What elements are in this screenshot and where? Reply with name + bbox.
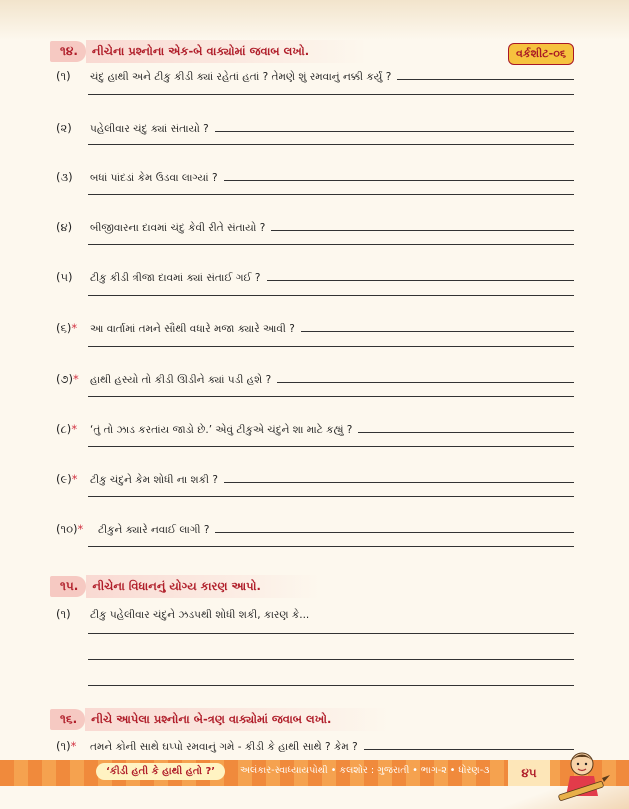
question-5 [56, 265, 574, 285]
question-text: બીજીવારના દાવમાં ચંદુ કેવી રીતે સંતાયો ? [90, 222, 266, 234]
question-number: (૧) [56, 69, 71, 83]
answer-line[interactable] [88, 659, 574, 660]
star-marker: * [71, 422, 78, 436]
question-text: ટીકુ ચંદુને કેમ શોધી ના શકી ? [90, 474, 218, 486]
question-number: (૨) [56, 121, 72, 135]
question-10 [56, 517, 574, 537]
section-15-header [50, 575, 321, 597]
question-number: (૫) [56, 270, 73, 284]
question-number: (૩) [56, 170, 73, 184]
question-number: (૮)* [56, 422, 78, 436]
question-number: (૧) [56, 607, 71, 621]
answer-line[interactable] [364, 749, 574, 750]
answer-line[interactable] [224, 180, 574, 181]
answer-line[interactable] [215, 532, 574, 533]
question-8 [56, 417, 574, 437]
question-2 [56, 116, 574, 136]
section-title: નીચેના પ્રશ્નોના એક-બે વાક્યોમાં જવાબ લખો. [86, 40, 369, 63]
answer-line[interactable] [88, 685, 574, 686]
answer-line[interactable] [88, 346, 574, 347]
question-1 [56, 64, 574, 84]
answer-line[interactable] [88, 144, 574, 145]
answer-line[interactable] [301, 331, 574, 332]
question-text: ટીકુને ક્યારે નવાઈ લાગી ? [98, 524, 210, 536]
answer-line[interactable] [277, 382, 574, 383]
top-band [0, 0, 629, 40]
q15-item-1 [56, 602, 574, 622]
question-number: (૧૦)* [56, 522, 84, 536]
star-marker: * [71, 472, 78, 486]
question-7 [56, 367, 574, 387]
section-number: ૧૬. [50, 709, 85, 730]
question-text: આ વાર્તામાં તમને સૌથી વધારે મજા ક્યારે આવી ? [90, 323, 295, 335]
question-6 [56, 316, 574, 336]
section-number: ૧૫. [50, 576, 86, 597]
section-14-header [50, 40, 369, 62]
question-number: (૧)* [56, 739, 77, 753]
section-number: ૧૪. [50, 41, 86, 62]
star-marker: * [70, 739, 77, 753]
section-title: નીચેના વિધાનનું યોગ્ય કારણ આપો. [86, 575, 321, 598]
story-title: ‘કીડી હતી કે હાથી હતો ?’ [96, 763, 225, 780]
question-text: હાથી હસ્યો તો કીડી ઊડીને ક્યાં પડી હશે ? [90, 374, 272, 386]
worksheet-badge: વર્કશીટ-૦૬ [508, 43, 574, 65]
answer-line[interactable] [224, 482, 574, 483]
question-number: (૯)* [56, 472, 78, 486]
answer-line[interactable] [358, 432, 574, 433]
series-info: અલંકાર-સ્વાધ્યાયપોથી • કલશોર : ગુજરાતી • ભાગ-૨ • ધોરણ-૩ [240, 765, 490, 776]
question-9 [56, 467, 574, 487]
answer-line[interactable] [88, 94, 574, 95]
question-text: ચંદુ હાથી અને ટીકુ કીડી ક્યાં રહેતાં હતાં ? તેમણે શું રમવાનું નક્કી કર્યું ? [90, 71, 392, 83]
answer-line[interactable] [397, 79, 574, 80]
question-text: ‘તું તો ઝાડ કરતાંય જાડો છે.’ એવું ટીકુએ ચંદુને શા માટે કહ્યું ? [90, 424, 353, 436]
answer-line[interactable] [267, 280, 575, 281]
question-text: તમને કોની સાથે ઘપ્પો રમવાનું ગમે - કીડી કે હાથી સાથે ? કેમ ? [90, 741, 358, 753]
answer-line[interactable] [88, 244, 574, 245]
question-number: (૪) [56, 220, 73, 234]
answer-line[interactable] [271, 230, 574, 231]
answer-line[interactable] [88, 194, 574, 195]
page-number: ૪૫ [508, 760, 550, 786]
question-text: પહેલીવાર ચંદુ ક્યાં સંતાયો ? [90, 123, 209, 135]
answer-line[interactable] [88, 446, 574, 447]
boy-writing-icon [552, 748, 612, 806]
page-footer [0, 760, 629, 809]
question-text: ટીકુ કીડી ત્રીજા દાવમાં ક્યાં સંતાઈ ગઈ ? [90, 272, 261, 284]
question-number: (૭)* [56, 372, 79, 386]
question-3 [56, 165, 574, 185]
question-text: ટીકુ પહેલીવાર ચંદુને ઝડપથી શોધી શકી, કારણ કે... [90, 609, 310, 621]
question-4 [56, 215, 574, 235]
answer-line[interactable] [88, 496, 574, 497]
answer-line[interactable] [88, 295, 574, 296]
answer-line[interactable] [88, 633, 574, 634]
answer-line[interactable] [88, 546, 574, 547]
answer-line[interactable] [215, 131, 574, 132]
question-number: (૬)* [56, 321, 78, 335]
answer-line[interactable] [88, 396, 574, 397]
question-text: બધાં પાંદડાં કેમ ઉડવા લાગ્યાં ? [90, 172, 218, 184]
star-marker: * [77, 522, 84, 536]
section-16-header [50, 708, 391, 730]
star-marker: * [72, 372, 79, 386]
section-title: નીચે આપેલા પ્રશ્નોના બે-ત્રણ વાક્યોમાં જવાબ લખો. [85, 708, 391, 731]
star-marker: * [71, 321, 78, 335]
q16-item-1 [56, 734, 574, 754]
